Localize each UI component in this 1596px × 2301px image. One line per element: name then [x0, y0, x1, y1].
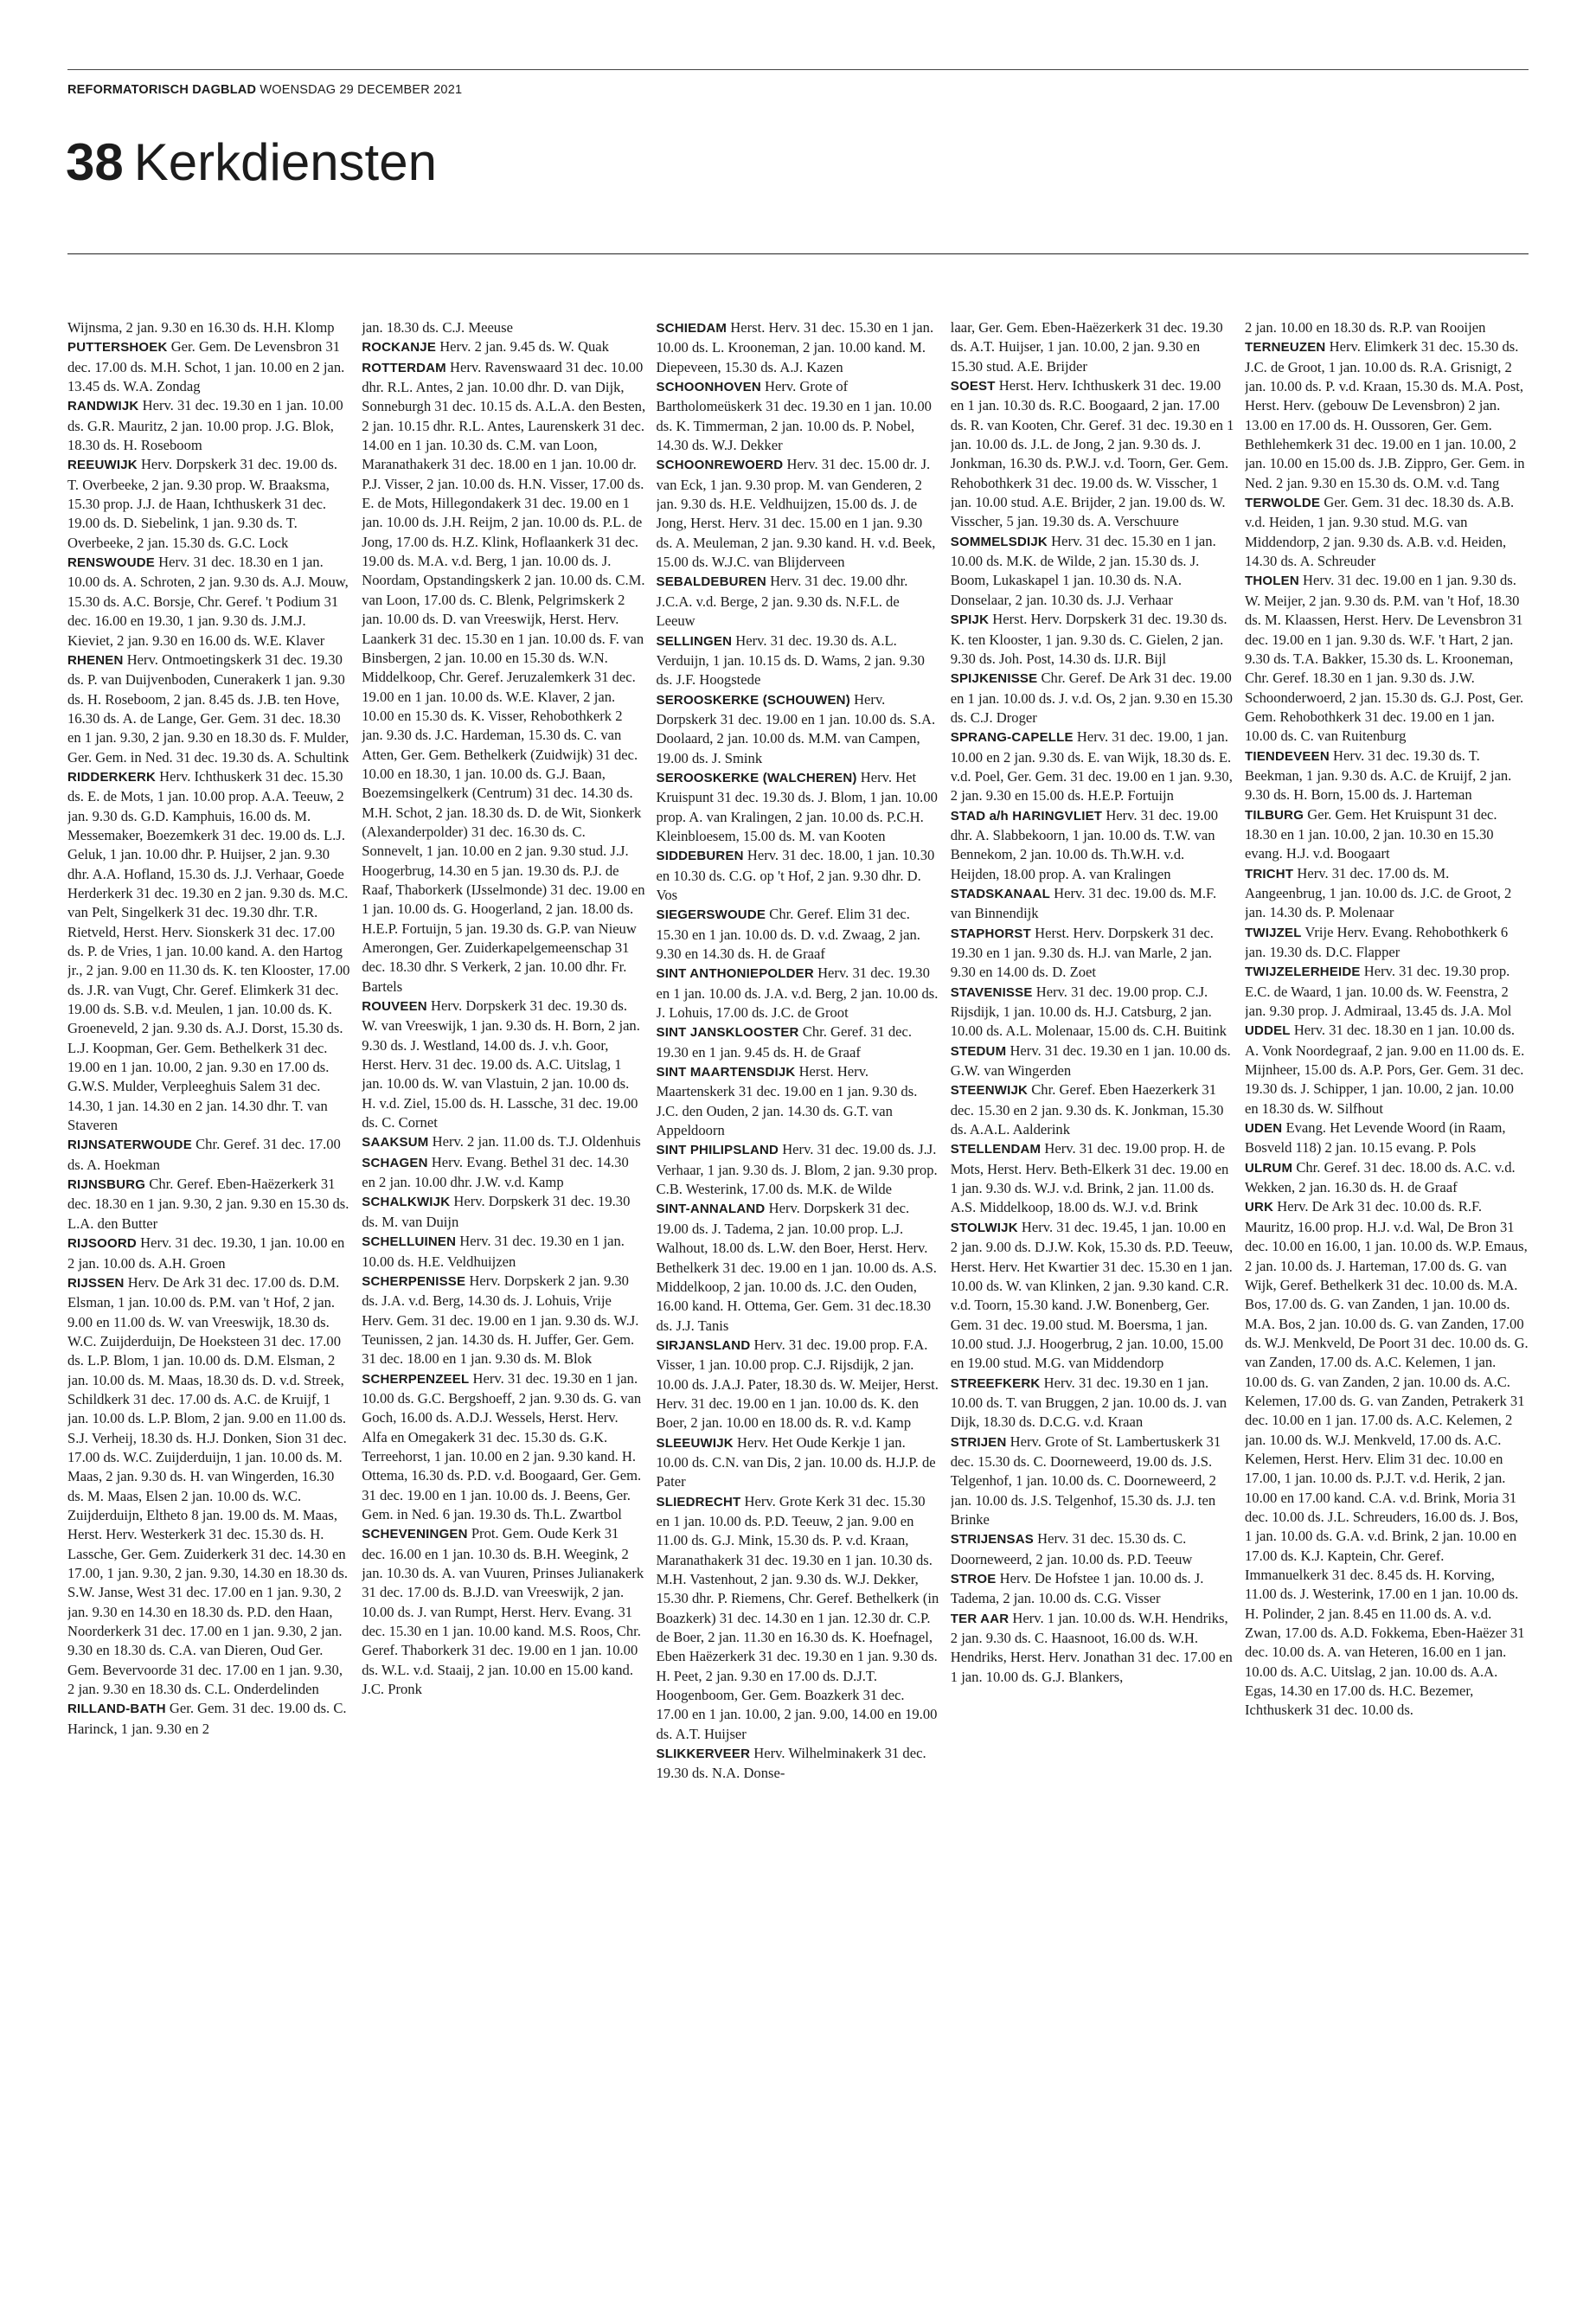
church-listing-entry [951, 1529, 1234, 1569]
town-name: SINT MAARTENSDIJK [656, 1065, 796, 1080]
service-details: Herv. 31 dec. 17.00 ds. M. Aangeenbrug, 1 jan. 10.00 ds. J.C. de Groot, 2 jan. 14.30 ds. P. Molenaar [1245, 864, 1512, 921]
town-name: ROTTERDAM [362, 360, 446, 375]
church-listing-entry [951, 727, 1234, 805]
church-listing-entry [362, 1524, 645, 1699]
town-name: SAAKSUM [362, 1135, 429, 1150]
town-name: ROCKANJE [362, 340, 437, 356]
church-listing-entry [657, 1140, 940, 1199]
town-name: SOEST [950, 379, 996, 394]
town-name: SCHOONHOVEN [656, 380, 761, 395]
service-details: Herv. De Ark 31 dec. 10.00 ds. R.F. Mauritz, 16.00 prop. H.J. v.d. Wal, De Bron 31 dec. 10.00 en 16.00, 1 jan. 10.00 ds. W.P. Emaus, 2 jan. 10.00 ds. J. Harteman, 17.00 ds. G. van Wijk, Geref. Bethelkerk 31 dec. 10.00 ds. M.A. Bos, 17.00 ds. G. van Zanden, 1 jan. 10.00 ds. M.A. Bos, 2 jan. 10.00 ds. G. van Zanden, 17.00 ds. W.J. Menkveld, De Poort 31 dec. 10.00 ds. G. van Zanden, 17.00 ds. A.C. Kelemen, 1 jan. 10.00 ds. G. van Zanden, 2 jan. 10.00 ds. A.C. Kelemen, 17.00 ds. G. van Zanden, Petrakerk 31 dec. 10.00 en 1 jan. 17.00 ds. A.C. Kelemen, 2 jan. 10.00 ds. W.J. Menkveld, 17.00 ds. A.C. Kelemen, Herst. Herv. Elim 31 dec. 10.00 en 17.00, 1 jan. 10.00 ds. P.J.T. v.d. Herik, 2 jan. 10.00 en 17.00 kand. C.A. v.d. Brink, Moria 31 dec. 10.00 ds. J.L. Schreuders, 16.00 ds. J. Bos, 1 jan. 10.00 ds. G.A. v.d. Brink, 2 jan. 10.00 en 17.00 ds. K.J. Kaptein, Chr. Geref. Immanuelkerk 31 dec. 8.45 ds. H. Korving, 11.00 ds. J. Westerink, 17.00 en 1 jan. 10.00 ds. H. Polinder, 2 jan. 8.45 en 11.00 ds. A. v.d. Zwan, 17.00 ds. A.D. Fokkema, Eben-Haëzer 31 dec. 10.00 ds. A. van Heteren, 16.00 en 1 jan. 10.00 ds. A.C. Uitslag, 2 jan. 10.00 ds. A.A. Egas, 14.30 en 17.00 ds. H.C. Bezemer, Ichthuskerk 31 dec. 10.00 ds. [1245, 1198, 1529, 1719]
church-listing-entry [67, 337, 351, 396]
service-details: Herv. Elimkerk 31 dec. 15.30 ds. J.C. de Groot, 1 jan. 10.00 ds. R.A. Grisnigt, 2 jan. 10.00 ds. P. v.d. Kraan, 15.30 ds. M.A. Post, Herst. Herv. (gebouw De Levensbron) 2 jan. 13.00 en 17.00 ds. H. Oussoren, Ger. Gem. Bethlehemkerk 31 dec. 19.00 en 1 jan. 10.00, 2 jan. 10.00 en 15.00 ds. J.B. Zippro, Ger. Gem. in Ned. 2 jan. 9.30 en 15.30 ds. O.M. v.d. Tang [1245, 338, 1525, 491]
service-details: Herv. Dorpskerk 2 jan. 9.30 ds. J.A. v.d. Berg, 14.30 ds. J. Lohuis, Vrije Herv. Gem. 31 dec. 19.00 en 1 jan. 9.30 ds. W.J. Teunissen, 2 jan. 14.30 ds. H. Juffer, Ger. Gem. 31 dec. 18.00 en 1 jan. 9.30 ds. M. Blok [362, 1272, 639, 1368]
church-listing-entry [657, 318, 940, 377]
service-details: Herv. 31 dec. 19.30 en 1 jan. 10.00 ds. T. van Bruggen, 2 jan. 10.00 ds. J. van Dijk, 18.30 ds. D.C.G. v.d. Kraan [950, 1374, 1227, 1431]
town-name: UDEN [1245, 1121, 1283, 1137]
church-listing-entry [362, 358, 645, 997]
service-details: Herv. Ichthuskerk 31 dec. 15.30 ds. E. de Mots, 1 jan. 10.00 prop. A.A. Teeuw, 2 jan. 9.30 ds. G.D. Kamphuis, 16.00 ds. M. Messemaker, Boezemkerk 31 dec. 19.00 ds. L.J. Geluk, 1 jan. 10.00 dhr. P. Huijser, 2 jan. 9.30 dhr. A.A. Hofland, 15.30 ds. J.J. Verhaar, Goede Herderkerk 31 dec. 19.30 en 2 jan. 9.30 ds. M.C. van Pelt, Singelkerk 31 dec. 19.30 dhr. T.R. Rietveld, Herst. Herv. Sionskerk 31 dec. 17.00 ds. P. de Vries, 1 jan. 10.00 kand. A. den Hartog jr., 2 jan. 9.00 en 11.30 ds. K. ten Klooster, 17.00 ds. J.R. van Vugt, Chr. Geref. Elimkerk 31 dec. 19.00 ds. S.B. v.d. Meulen, 1 jan. 10.00 ds. K. Groeneveld, 2 jan. 9.30 ds. A.J. Dorst, 15.30 ds. L.J. Koopman, Ger. Gem. Bethelkerk 31 dec. 19.00 en 1 jan. 10.00, 2 jan. 9.30 en 17.00 ds. G.W.S. Mulder, Verpleeghuis Salem 31 dec. 14.30, 1 jan. 14.30 en 2 jan. 14.30 dhr. T. van Staveren [67, 767, 350, 1134]
service-details: Herv. 31 dec. 19.30 en 1 jan. 10.00 ds. G.C. Bergshoeff, 2 jan. 9.30 ds. G. van Goch, 16.00 ds. A.D.J. Wessels, Herst. Herv. Alfa en Omegakerk 31 dec. 15.30 ds. G.K. Terreehorst, 1 jan. 10.00 en 2 jan. 9.30 kand. H. Ottema, 16.30 ds. P.D. v.d. Boogaard, Ger. Gem. 31 dec. 19.00 en 1 jan. 10.00 ds. J. Beens, Ger. Gem. in Ned. 6 jan. 19.30 ds. Th.L. Zwartbol [362, 1369, 642, 1522]
service-details: Herv. Het Oude Kerkje 1 jan. 10.00 ds. C.N. van Dis, 2 jan. 10.00 ds. H.J.P. de Pater [656, 1433, 936, 1490]
service-details: Chr. Geref. Eben Haezerkerk 31 dec. 15.30 en 2 jan. 9.30 ds. K. Jonkman, 15.30 ds. A.A.L. Aalderink [950, 1081, 1224, 1138]
town-name: SLEEUWIJK [656, 1435, 734, 1451]
town-name: STOLWIJK [950, 1220, 1018, 1235]
church-listing-entry [951, 669, 1234, 727]
church-listing-entry [67, 1135, 351, 1175]
church-listing-entry [657, 631, 940, 690]
service-details: Herv. 31 dec. 19.00 prop. H. de Mots, Herst. Herv. Beth-Elkerk 31 dec. 19.00 en 1 jan. 9.30 ds. W.J. v.d. Brink, 2 jan. 11.00 ds. A.S. Middelkoop, 18.00 ds. W.J. v.d. Brink [950, 1140, 1229, 1216]
church-listing-entry [1245, 571, 1529, 746]
church-listing-entry [657, 905, 940, 964]
service-details: Herv. 31 dec. 19.00 dhr. A. Slabbekoorn, 1 jan. 10.00 ds. T.W. van Bennekom, 2 jan. 10.00 ds. Th.W.H. v.d. Heijden, 18.00 prop. A. van Kralingen [950, 806, 1219, 882]
town-name: SIEGERSWOUDE [656, 907, 766, 923]
service-details: laar, Ger. Gem. Eben-Haëzerkerk 31 dec. 19.30 ds. A.T. Huijser, 1 jan. 10.00, 2 jan. 9.30 en 15.30 stud. A.E. Brijder [950, 319, 1223, 375]
town-name: STRIJEN [950, 1434, 1007, 1450]
service-details: Herv. Evang. Bethel 31 dec. 14.30 en 2 jan. 10.00 dhr. J.W. v.d. Kamp [362, 1153, 629, 1191]
town-name: RIJNSATERWOUDE [67, 1138, 192, 1153]
town-name: TWIJZEL [1245, 925, 1302, 940]
town-name: SPIJK [950, 612, 990, 628]
church-listing-entry [951, 806, 1234, 884]
town-name: URK [1245, 1200, 1274, 1215]
town-name: SELLINGEN [656, 633, 733, 649]
town-name: TILBURG [1245, 807, 1304, 823]
top-rule [67, 69, 1529, 70]
service-details: Wijnsma, 2 jan. 9.30 en 16.30 ds. H.H. Klomp [67, 319, 335, 336]
service-details: Herv. Ravenswaard 31 dec. 10.00 dhr. R.L. Antes, 2 jan. 10.00 dhr. D. van Dijk, Sonneburgh 31 dec. 10.15 ds. A.L.A. den Besten, 2 jan. 10.15 dhr. R.L. Antes, Laurenskerk 31 dec. 14.00 en 1 jan. 10.30 ds. C.M. van Loon, Maranathakerk 31 dec. 18.00 en 1 jan. 10.00 dr. P.J. Visser, 2 jan. 10.00 ds. H.N. Visser, 17.00 ds. E. de Mots, Hillegondakerk 31 dec. 19.00 en 1 jan. 10.00 ds. J.H. Reijm, 2 jan. 10.00 ds. P.L. de Jong, 17.00 ds. H.Z. Klink, Hoflaankerk 31 dec. 19.00 ds. M.A. v.d. Berg, 1 jan. 10.00 ds. J. Noordam, Opstandingskerk 2 jan. 10.00 ds. C.M. van Loon, 17.00 ds. C. Blenk, Pelgrimskerk 2 jan. 10.00 ds. D. van Vreeswijk, Herst. Herv. Laankerk 31 dec. 15.30 en 1 jan. 10.00 ds. F. van Binsbergen, 2 jan. 10.00 en 15.30 ds. W.N. Middelkoop, Chr. Geref. Jeruzalemkerk 31 dec. 19.00 en 1 jan. 10.00 ds. W.E. Klaver, 2 jan. 10.00 en 15.30 ds. K. Visser, Rehobothkerk 2 jan. 9.30 ds. J.C. Hardeman, 15.30 ds. C. van Atten, Ger. Gem. Bethelkerk (Zuidwijk) 31 dec. 10.00 en 18.30, 1 jan. 10.00 ds. G.J. Baan, Boezemsingelkerk (Centrum) 31 dec. 14.30 ds. M.H. Schot, 2 jan. 18.30 ds. D. de Wit, Sionkerk (Alexanderpolder) 31 dec. 16.30 ds. C. Sonnevelt, 1 jan. 10.00 en 2 jan. 9.30 stud. J.J. Hoogerbrug, 14.30 en 5 jan. 19.30 ds. P.J. de Raaf, Thaborkerk (IJsselmonde) 31 dec. 19.00 en 1 jan. 10.00 ds. G. Hoogerland, 2 jan. 18.00 ds. H.E.P. Fortuijn, 5 jan. 19.30 ds. G.P. van Nieuw Amerongen, Ger. Zuiderkapelgemeenschap 31 dec. 18.30 dhr. S Verkerk, 2 jan. 10.00 dhr. Fr. Bartels [362, 358, 646, 995]
service-details: Herv. Dorpskerk 31 dec. 19.00 ds. T. Overbeeke, 2 jan. 9.30 prop. W. Braaksma, 15.30 prop. J.J. de Haan, Ichthuskerk 31 dec. 19.00 ds. D. Siebelink, 1 jan. 9.30 ds. T. Overbeeke, 2 jan. 15.30 ds. G.C. Lock [67, 456, 337, 551]
town-name: SOMMELSDIJK [950, 534, 1048, 549]
church-listing-entry [67, 455, 351, 553]
town-name: SCHAGEN [362, 1155, 428, 1170]
service-details: Ger. Gem. Het Kruispunt 31 dec. 18.30 en 1 jan. 10.00, 2 jan. 10.30 en 15.30 evang. H.J. v.d. Boogaart [1245, 805, 1497, 862]
column-1 [67, 318, 351, 2284]
church-listing-entry [657, 1336, 940, 1433]
service-details: Herst. Herv. Dorpskerk 31 dec. 19.30 ds. K. ten Klooster, 1 jan. 9.30 ds. C. Gielen, 2 jan. 9.30 ds. Joh. Post, 14.30 ds. IJ.R. Bijl [950, 611, 1227, 667]
church-listing-entry [1245, 864, 1529, 923]
town-name: SINT PHILIPSLAND [656, 1143, 779, 1158]
town-name: TRICHT [1245, 866, 1294, 881]
church-listing-entry [657, 1022, 940, 1062]
town-name: RILLAND-BATH [67, 1702, 166, 1717]
church-listing-entry [951, 1139, 1234, 1217]
town-name: STAVENISSE [950, 984, 1033, 1000]
service-details: Ger. Gem. De Levensbron 31 dec. 17.00 ds. M.H. Schot, 1 jan. 10.00 en 2 jan. 13.45 ds. W.A. Zondag [67, 338, 345, 395]
town-name: SCHERPENISSE [362, 1273, 466, 1289]
service-details: Chr. Geref. 31 dec. 19.30 en 1 jan. 9.45 ds. H. de Graaf [656, 1023, 913, 1061]
town-name: SLIEDRECHT [656, 1494, 741, 1509]
church-listing-entry [67, 1175, 351, 1234]
town-name: SPIJKENISSE [950, 671, 1038, 687]
service-details: Herst. Herv. Maartenskerk 31 dec. 19.00 en 1 jan. 9.30 ds. J.C. den Ouden, 2 jan. 14.30 ds. G.T. van Appeldoorn [656, 1063, 918, 1139]
town-name: RHENEN [67, 652, 124, 668]
town-name: TERWOLDE [1245, 496, 1321, 511]
column-3 [657, 318, 940, 2284]
newspaper-name: REFORMATORISCH DAGBLAD [67, 83, 257, 97]
column-5 [1245, 318, 1529, 2284]
service-details: Herv. 31 dec. 19.30 en 1 jan. 10.00 ds. G.W. van Wingerden [950, 1042, 1231, 1080]
service-details: Herv. Dorpskerk 31 dec. 19.30 ds. M. van Duijn [362, 1193, 631, 1230]
church-listing-entry [1245, 337, 1529, 493]
service-details: Herv. 31 dec. 19.30 ds. A.L. Verduijn, 1 jan. 10.15 ds. D. Wams, 2 jan. 9.30 ds. J.F. Hoogstede [656, 631, 925, 689]
church-listing-entry [1245, 962, 1529, 1021]
church-listing-entry [1245, 493, 1529, 571]
town-name: SCHEVENINGEN [362, 1527, 468, 1542]
town-name: SEROOSKERKE (SCHOUWEN) [656, 692, 850, 708]
service-details: Herv. Het Kruispunt 31 dec. 19.30 ds. J. Blom, 1 jan. 10.00 prop. A. van Kralingen, 2 jan. 10.00 ds. P.C.H. Kleinbloesem, 15.00 ds. M. van Kooten [656, 768, 938, 844]
town-name: STELLENDAM [950, 1142, 1042, 1157]
town-name: TER AAR [950, 1611, 1010, 1626]
service-details: Herv. 31 dec. 18.00, 1 jan. 10.30 en 10.30 ds. C.G. op 't Hof, 2 jan. 9.30 dhr. D. Vos [656, 847, 935, 903]
service-details: Herv. 31 dec. 15.00 dr. J. van Eck, 1 jan. 9.30 prop. M. van Genderen, 2 jan. 9.30 ds. H.E. Veldhuijzen, 15.00 ds. J. de Jong, Herst. Herv. 31 dec. 15.00 en 1 jan. 9.30 ds. A. Meuleman, 2 jan. 9.30 kand. H. v.d. Beek, 15.00 ds. W.J.C. van Blijderveen [656, 456, 936, 571]
church-listing-entry [951, 318, 1234, 376]
service-details: Herv. 31 dec. 19.30 ds. T. Beekman, 1 jan. 9.30 ds. A.C. de Kruijf, 2 jan. 9.30 ds. H. Born, 15.00 ds. J. Harteman [1245, 747, 1512, 804]
service-details: Ger. Gem. 31 dec. 18.30 ds. A.B. v.d. Heiden, 1 jan. 9.30 stud. M.G. van Middendorp, 2 jan. 9.30 ds. A.B. v.d. Heiden, 14.30 ds. A. Schreuder [1245, 494, 1515, 570]
town-name: SLIKKERVEER [656, 1747, 751, 1762]
service-details: Herv. 31 dec. 19.45, 1 jan. 10.00 en 2 jan. 9.00 ds. D.J.W. Kok, 15.30 ds. P.D. Teeuw, Herst. Herv. Het Kwartier 31 dec. 15.30 en 1 jan. 10.00 ds. W. van Klinken, 2 jan. 9.30 kand. C.R. v.d. Toorn, 15.30 kand. J.W. Bonenberg, Ger. Gem. 31 dec. 19.00 stud. M. Boersma, 1 jan. 10.00 stud. J.J. Hoogerbrug, 2 jan. 10.00, 15.00 en 19.00 stud. M.G. van Middendorp [950, 1218, 1234, 1372]
church-listing-entry [657, 690, 940, 768]
service-details: Herv. Grote Kerk 31 dec. 15.30 en 1 jan. 10.00 ds. P.D. Teeuw, 2 jan. 9.00 en 11.00 ds. G.J. Mink, 15.30 ds. P. v.d. Kraan, Maranathakerk 31 dec. 19.30 en 1 jan. 10.30 ds. M.H. Vastenhout, 2 jan. 9.30 ds. W.J. Dekker, 15.30 dhr. P. Riemens, Chr. Geref. Bethelkerk (in Boazkerk) 31 dec. 14.30 en 1 jan. 12.30 dr. C.P. de Boer, 2 jan. 11.30 en 16.30 ds. K. Hoefnagel, Eben Haëzerkerk 31 dec. 19.30 en 1 jan. 9.30 ds. H. Peet, 2 jan. 9.30 en 17.00 ds. D.J.T. Hoogenboom, Ger. Gem. Boazkerk 31 dec. 17.00 en 1 jan. 10.00, 2 jan. 9.00, 14.00 en 19.00 ds. A.T. Huijser [656, 1492, 939, 1742]
service-details: Herv. 31 dec. 19.00 en 1 jan. 9.30 ds. W. Meijer, 2 jan. 9.30 ds. P.M. van 't Hof, 18.30 ds. M. Klaassen, Herst. Herv. De Levensbron 31 dec. 19.00 en 1 jan. 9.30 ds. W.F. 't Hart, 2 jan. 9.30 ds. T.A. Bakker, 15.30 ds. L. Krooneman, Chr. Geref. 18.30 en 1 jan. 9.30 ds. J.W. Schoonderwoerd, 2 jan. 15.30 ds. G.J. Post, Ger. Gem. Rehobothkerk 31 dec. 19.00 en 1 jan. 10.00 ds. C. van Ruitenburg [1245, 572, 1524, 745]
church-listing-entry [657, 1433, 940, 1492]
church-listing-entry [362, 997, 645, 1132]
church-listing-entry [1245, 923, 1529, 963]
service-details: Chr. Geref. Eben-Haëzerkerk 31 dec. 18.30 en 1 jan. 9.30, 2 jan. 9.30 en 15.30 ds. L.A. den Butter [67, 1176, 349, 1232]
service-details: 2 jan. 10.00 en 18.30 ds. R.P. van Rooijen [1245, 319, 1486, 336]
church-listing-entry [657, 572, 940, 631]
service-details: Vrije Herv. Evang. Rehobothkerk 6 jan. 19.30 ds. D.C. Flapper [1245, 923, 1509, 960]
church-listing-entry [362, 1232, 645, 1272]
service-details: Herv. Grote of St. Lambertuskerk 31 dec. 15.30 ds. C. Doorneweerd, 19.00 ds. J.S. Telgenhof, 1 jan. 10.00 ds. C. Doorneweerd, 2 jan. 10.00 ds. J.S. Telgenhof, 15.30 ds. J.J. ten Brinke [950, 1433, 1221, 1528]
church-listing-entry [951, 924, 1234, 983]
service-details: Herv. Dorpskerk 31 dec. 19.30 ds. W. van Vreeswijk, 1 jan. 9.30 ds. H. Born, 2 jan. 9.30 ds. J. Westland, 14.00 ds. J. v.h. Goor, Herst. Herv. 31 dec. 19.00 ds. A.C. Uitslag, 1 jan. 10.00 ds. W. van Vlastuin, 2 jan. 10.00 ds. H. v.d. Ziel, 15.00 ds. H. Lassche, 31 dec. 19.00 ds. C. Cornet [362, 997, 640, 1131]
service-details: Herv. Grote of Bartholomeüskerk 31 dec. 19.30 en 1 jan. 10.00 ds. K. Timmerman, 2 jan. 10.00 ds. P. Nobel, 14.30 ds. W.J. Dekker [656, 378, 932, 454]
service-details: Chr. Geref. Elim 31 dec. 15.30 en 1 jan. 10.00 ds. D. v.d. Zwaag, 2 jan. 9.30 en 14.30 ds. H. de Graaf [656, 906, 920, 962]
church-listing-entry [362, 337, 645, 357]
church-listing-entry [1245, 747, 1529, 805]
church-listing-entry [657, 1492, 940, 1744]
town-name: RIDDERKERK [67, 769, 157, 785]
service-details: Herv. 31 dec. 19.00 dhr. J.C.A. v.d. Berge, 2 jan. 9.30 ds. N.F.L. de Leeuw [656, 573, 908, 630]
town-name: SEROOSKERKE (WALCHEREN) [656, 770, 857, 785]
town-name: STAD a/h HARINGVLIET [950, 808, 1103, 824]
section-title: Kerkdiensten [133, 133, 437, 191]
service-details: Chr. Geref. De Ark 31 dec. 19.00 en 1 jan. 10.00 ds. J. v.d. Os, 2 jan. 9.30 en 15.30 ds. C.J. Droger [950, 670, 1233, 726]
church-listing-entry [362, 1369, 645, 1525]
service-details: Herv. 31 dec. 15.30 en 1 jan. 10.00 ds. M.K. de Wilde, 2 jan. 15.30 ds. J. Boom, Lukaskapel 1 jan. 10.30 ds. N.A. Donselaar, 2 jan. 10.30 ds. J.J. Verhaar [950, 532, 1216, 608]
church-listing-entry [951, 1609, 1234, 1687]
service-details: Herv. 1 jan. 10.00 ds. W.H. Hendriks, 2 jan. 9.30 ds. C. Haasnoot, 16.00 ds. W.H. Hendriks, Herst. Herv. Jonathan 31 dec. 17.00 en 1 jan. 10.00 ds. G.J. Blankers, [950, 1609, 1233, 1685]
column-2 [362, 318, 645, 2284]
church-listing-entry [951, 532, 1234, 610]
church-listing-entry [951, 1374, 1234, 1433]
church-listing-entry [362, 1272, 645, 1369]
church-listing-entry [657, 455, 940, 572]
church-listing-entry [951, 1433, 1234, 1530]
church-listing-entry [362, 1132, 645, 1152]
town-name: RIJNSBURG [67, 1177, 146, 1193]
service-details: Prot. Gem. Oude Kerk 31 dec. 16.00 en 1 jan. 10.30 ds. B.H. Weegink, 2 jan. 10.30 ds. A. van Vuuren, Prinses Julianakerk 31 dec. 17.00 ds. B.J.D. van Vreeswijk, 2 jan. 10.00 ds. J. van Rumpt, Herst. Herv. Evang. 31 dec. 15.30 en 1 jan. 10.00 kand. M.S. Roos, Chr. Geref. Thaborkerk 31 dec. 19.00 en 1 jan. 10.00 ds. W.L. v.d. Staaij, 2 jan. 10.00 en 15.00 kand. J.C. Pronk [362, 1525, 644, 1698]
service-details: Herv. 31 dec. 18.30 en 1 jan. 10.00 ds. A. Vonk Noordegraaf, 2 jan. 9.00 en 11.00 ds. E. Mijnheer, 15.00 ds. A.P. Pors, Ger. Gem. 31 dec. 19.30 ds. J. Schipper, 1 jan. 10.00, 2 jan. 10.00 en 18.30 ds. W. Silfhout [1245, 1022, 1525, 1117]
town-name: UDDEL [1245, 1023, 1291, 1039]
service-details: Chr. Geref. 31 dec. 18.00 ds. A.C. v.d. Wekken, 2 jan. 16.30 ds. H. de Graaf [1245, 1158, 1516, 1196]
service-details: Herv. 31 dec. 19.00 ds. M.F. van Binnendijk [950, 884, 1217, 922]
church-listing-entry [362, 1192, 645, 1232]
town-name: SINT-ANNALAND [656, 1202, 766, 1217]
service-details: Herv. 31 dec. 15.30 ds. C. Doorneweerd, 2 jan. 10.00 ds. P.D. Teeuw [950, 1530, 1193, 1567]
service-details: Ger. Gem. 31 dec. 19.00 ds. C. Harinck, 1 jan. 9.30 en 2 [67, 1700, 347, 1737]
town-name: SCHIEDAM [656, 321, 727, 336]
issue-date: WOENSDAG 29 DECEMBER 2021 [260, 83, 463, 97]
church-listing-entry [362, 318, 645, 337]
town-name: TIENDEVEEN [1245, 748, 1330, 764]
service-details: Herv. 31 dec. 18.30 en 1 jan. 10.00 ds. A. Schroten, 2 jan. 9.30 ds. A.J. Mouw, 15.30 ds. A.C. Borsje, Chr. Geref. 't Podium 31 dec. 16.00 en 19.30, 1 jan. 9.30 ds. J.M.J. Kieviet, 2 jan. 9.30 en 16.00 ds. W.E. Klaver [67, 554, 349, 649]
service-details: Herv. De Ark 31 dec. 17.00 ds. D.M. Elsman, 1 jan. 10.00 ds. P.M. van 't Hof, 2 jan. 9.00 en 11.00 ds. W. van Vreeswijk, 18.30 ds. W.C. Zuijderduijn, De Hoeksteen 31 dec. 17.00 ds. L.P. Blom, 1 jan. 10.00 ds. D.M. Elsman, 2 jan. 10.00 ds. M. Maas, 18.30 ds. D. v.d. Streek, Schildkerk 31 dec. 17.00 ds. A.C. de Kruijf, 1 jan. 10.00 ds. L.P. Blom, 2 jan. 9.00 en 11.00 ds. S.J. Verheij, 18.30 ds. H.J. Donken, Sion 31 dec. 17.00 ds. W.C. Zuijderduijn, 1 jan. 10.00 ds. M. Maas, 2 jan. 9.30 ds. H. van Wingerden, 16.30 ds. M. Maas, Elsen 2 jan. 10.00 ds. W.C. Zuijderduijn, Eltheto 8 jan. 19.00 ds. M. Maas, Herst. Herv. Westerkerk 31 dec. 15.30 ds. H. Lassche, Ger. Gem. Zuiderkerk 31 dec. 14.30 en 17.00, 1 jan. 9.30, 2 jan. 9.30, 14.30 en 18.30 ds. S.W. Janse, West 31 dec. 17.00 en 1 jan. 9.30, 2 jan. 9.30 en 14.30 en 18.30 ds. P.D. den Haan, Noorderkerk 31 dec. 17.00 en 1 jan. 9.30, 2 jan. 9.30 en 18.30 ds. C.A. van Dieren, Oud Ger. Gem. Bevervoorde 31 dec. 17.00 en 1 jan. 9.30, 2 jan. 9.30 en 18.30 ds. C.L. Onderdelinden [67, 1273, 349, 1698]
town-name: REEUWIJK [67, 458, 138, 473]
town-name: SCHALKWIJK [362, 1195, 451, 1210]
town-name: SCHELLUINEN [362, 1234, 457, 1250]
service-details: Herv. 31 dec. 19.30 en 1 jan. 10.00 ds. H.E. Veldhuijzen [362, 1233, 625, 1270]
church-listing-entry [951, 1569, 1234, 1609]
town-name: ULRUM [1245, 1160, 1293, 1176]
church-listing-entry [951, 376, 1234, 532]
town-name: SINT JANSKLOOSTER [656, 1025, 799, 1041]
church-listing-entry [362, 1153, 645, 1193]
service-details: Herv. 31 dec. 19.30 en 1 jan. 10.00 ds. J.A. v.d. Berg, 2 jan. 10.00 ds. J. Lohuis, 17.00 ds. J.C. de Groot [656, 965, 939, 1022]
church-listing-entry [657, 768, 940, 846]
service-details: Herv. 31 dec. 19.00, 1 jan. 10.00 en 2 jan. 9.30 ds. E. van Wijk, 18.30 ds. E. v.d. Poel, Ger. Gem. 31 dec. 19.00 en 1 jan. 9.30, 2 jan. 9.30 en 15.00 ds. H.E.P. Fortuijn [950, 728, 1233, 804]
town-name: RIJSSEN [67, 1275, 125, 1291]
column-4 [951, 318, 1234, 2284]
town-name: RENSWOUDE [67, 555, 155, 571]
service-details: Evang. Het Levende Woord (in Raam, Bosveld 118) 2 jan. 10.15 evang. P. Pols [1245, 1119, 1506, 1157]
service-details: Herv. 31 dec. 19.00 prop. F.A. Visser, 1 jan. 10.00 prop. C.J. Rijsdijk, 2 jan. 10.00 ds. J.A.J. Pater, 18.30 ds. W. Meijer, Herst. Herv. 31 dec. 19.00 en 1 jan. 10.00 ds. K. den Boer, 2 jan. 10.00 en 18.00 ds. R. v.d. Kamp [656, 1336, 939, 1432]
town-name: SIRJANSLAND [656, 1337, 751, 1353]
church-listing-entry [1245, 318, 1529, 337]
service-details: Herst. Herv. 31 dec. 15.30 en 1 jan. 10.00 ds. L. Krooneman, 2 jan. 10.00 kand. M. Diepeveen, 15.30 ds. A.J. Kazen [656, 319, 934, 375]
service-details: Herv. De Hofstee 1 jan. 10.00 ds. J. Tadema, 2 jan. 10.00 ds. C.G. Visser [950, 1570, 1204, 1607]
town-name: PUTTERSHOEK [67, 340, 168, 356]
town-name: STROE [950, 1572, 997, 1586]
church-listing-entry [67, 318, 351, 337]
church-listing-entry [657, 377, 940, 455]
church-listing-entry [67, 1273, 351, 1700]
masthead [67, 83, 462, 97]
church-listing-entry [657, 846, 940, 905]
service-details: Herv. 2 jan. 9.45 ds. W. Quak [439, 338, 609, 356]
church-listing-entry [67, 553, 351, 651]
church-listing-entry [67, 767, 351, 1136]
town-name: STAPHORST [950, 926, 1031, 941]
church-listing-entry [657, 964, 940, 1022]
church-listing-entry [951, 884, 1234, 924]
town-name: SINT ANTHONIEPOLDER [656, 966, 814, 982]
town-name: SPRANG-CAPELLE [950, 730, 1074, 746]
service-details: Chr. Geref. 31 dec. 17.00 ds. A. Hoekman [67, 1136, 341, 1173]
church-listing-entry [1245, 1021, 1529, 1118]
church-listing-entry [951, 610, 1234, 669]
church-listing-entry [951, 1042, 1234, 1081]
church-listing-entry [67, 1234, 351, 1273]
service-details: Herv. Dorpskerk 31 dec. 19.00 ds. J. Tadema, 2 jan. 10.00 prop. L.J. Walhout, 18.00 ds. L.W. den Boer, Herst. Herv. Bethelkerk 31 dec. 19.00 en 1 jan. 10.00 ds. A.S. Middelkoop, 2 jan. 10.00 ds. J.C. den Ouden, 16.00 kand. H. Ottema, Ger. Gem. 31 dec.18.30 ds. J.J. Tanis [656, 1200, 937, 1334]
town-name: SEBALDEBUREN [656, 574, 766, 590]
service-details: jan. 18.30 ds. C.J. Meeuse [362, 319, 513, 336]
header-rule [67, 253, 1529, 254]
town-name: SIDDEBUREN [656, 849, 744, 864]
town-name: STEENWIJK [950, 1083, 1029, 1099]
town-name: THOLEN [1245, 574, 1299, 589]
town-name: STRIJENSAS [950, 1532, 1034, 1548]
service-details: Herv. 31 dec. 19.30 prop. E.C. de Waard, 1 jan. 10.00 ds. W. Feenstra, 2 jan. 9.30 prop. J. Admiraal, 13.45 ds. J.A. Mol [1245, 963, 1512, 1020]
church-listing-entry [1245, 1158, 1529, 1198]
service-details: Herv. 31 dec. 19.00 prop. C.J. Rijsdijk, 1 jan. 10.00 ds. H.J. Catsburg, 2 jan. 10.00 ds. A.L. Molenaar, 15.00 ds. C.H. Buitink [950, 983, 1227, 1040]
town-name: SCHERPENZEEL [362, 1371, 470, 1387]
church-listing-entry [657, 1744, 940, 1784]
town-name: RIJSOORD [67, 1236, 137, 1252]
service-details: Herv. Ontmoetingskerk 31 dec. 19.30 ds. P. van Duijvenboden, Cunerakerk 1 jan. 9.30 ds. H. Roseboom, 2 jan. 8.45 ds. J.B. ten Hove, 16.30 ds. A. de Lange, Ger. Gem. 31 dec. 18.30 en 1 jan. 9.30, 2 jan. 9.30 en 18.30 ds. F. Mulder, Ger. Gem. in Ned. 31 dec. 19.30 ds. A. Schultink [67, 651, 349, 766]
church-listing-entry [67, 396, 351, 455]
town-name: TERNEUZEN [1245, 340, 1326, 356]
town-name: STADSKANAAL [950, 886, 1050, 901]
service-details: Herst. Herv. Ichthuskerk 31 dec. 19.00 en 1 jan. 10.30 ds. R.C. Boogaard, 2 jan. 17.00 ds. R. van Kooten, Chr. Geref. 31 dec. 19.30 en 1 jan. 10.00 ds. J.L. de Jong, 2 jan. 9.30 ds. J. Jonkman, 16.30 ds. P.W.J. v.d. Toorn, Ger. Gem. Rehobothkerk 31 dec. 19.00 ds. W. Visscher, 1 jan. 10.00 stud. A.E. Brijder, 2 jan. 19.00 ds. W. Visscher, 5 jan. 19.30 ds. A. Verschuure [950, 377, 1234, 530]
service-details: Herst. Herv. Dorpskerk 31 dec. 19.30 en 1 jan. 9.30 ds. H.J. van Marle, 2 jan. 9.30 en 14.00 ds. D. Zoet [950, 924, 1214, 981]
service-details: Herv. 2 jan. 11.00 ds. T.J. Oldenhuis [432, 1133, 641, 1150]
church-listing-entry [1245, 1197, 1529, 1720]
service-details: Herv. 31 dec. 19.30 en 1 jan. 10.00 ds. G.R. Mauritz, 2 jan. 10.00 prop. J.G. Blok, 18.30 ds. H. Roseboom [67, 397, 343, 454]
town-name: TWIJZELERHEIDE [1245, 965, 1361, 980]
page-header [66, 133, 437, 191]
town-name: SCHOONREWOERD [656, 458, 784, 473]
town-name: ROUVEEN [362, 999, 427, 1015]
town-name: STREEFKERK [950, 1375, 1041, 1391]
church-listing-entry [951, 983, 1234, 1042]
service-details: Herv. 31 dec. 19.00 ds. J.J. Verhaar, 1 jan. 9.30 ds. J. Blom, 2 jan. 9.30 prop. C.B. Westerink, 17.00 ds. M.K. de Wilde [656, 1141, 938, 1198]
church-listing-entry [657, 1199, 940, 1335]
service-details: Herv. Wilhelminakerk 31 dec. 19.30 ds. N.A. Donse- [656, 1745, 926, 1782]
service-details: Herv. Dorpskerk 31 dec. 19.00 en 1 jan. 10.00 ds. S.A. Doolaard, 2 jan. 10.00 ds. M.M. van Campen, 19.00 ds. J. Smink [656, 690, 936, 766]
church-listing-entry [67, 1699, 351, 1739]
page-number: 38 [66, 133, 124, 191]
church-listing-entry [657, 1062, 940, 1140]
church-listing-entry [951, 1080, 1234, 1139]
church-listing-entry [67, 651, 351, 767]
church-listing-entry [951, 1218, 1234, 1374]
church-listing-entry [1245, 805, 1529, 864]
church-listing-entry [1245, 1118, 1529, 1158]
service-details: Herv. 31 dec. 19.30, 1 jan. 10.00 en 2 jan. 10.00 ds. A.H. Groen [67, 1234, 345, 1272]
town-name: RANDWIJK [67, 399, 139, 414]
town-name: STEDUM [950, 1043, 1007, 1059]
listing-columns [67, 318, 1529, 2284]
